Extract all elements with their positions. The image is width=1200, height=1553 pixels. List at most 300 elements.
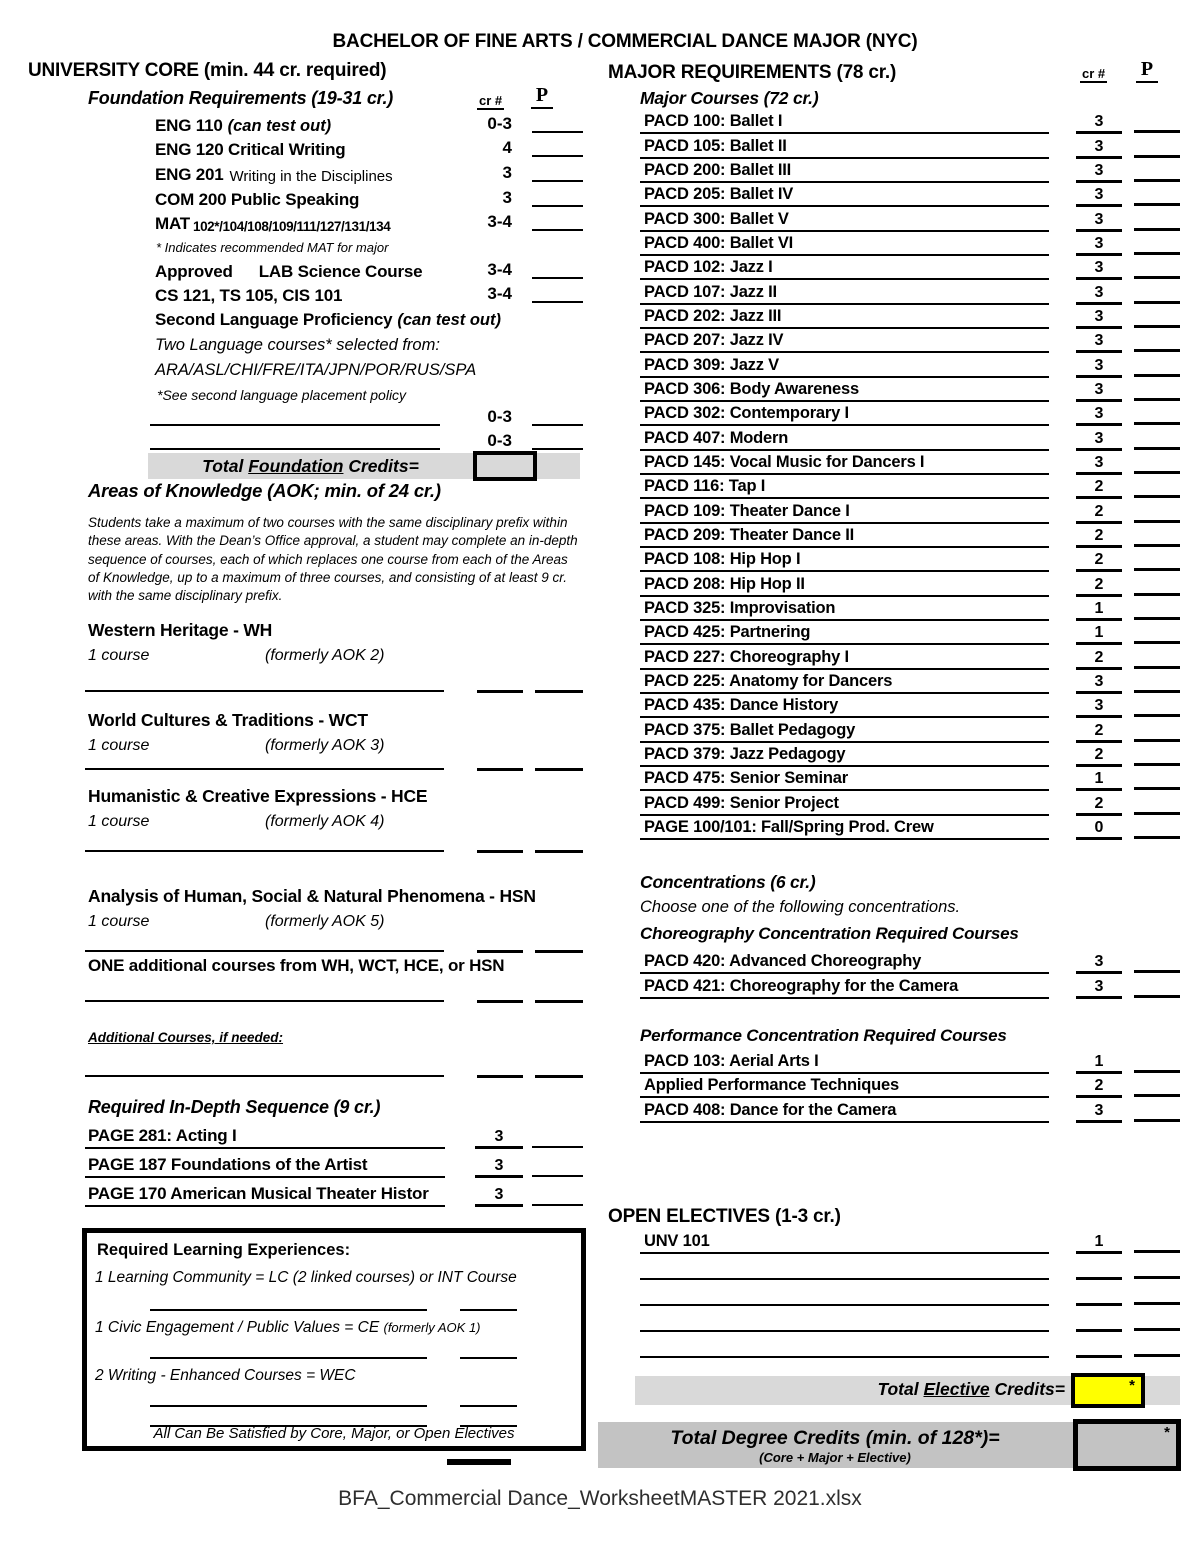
p-writein-line[interactable] (1134, 583, 1180, 596)
p-writein-line[interactable] (532, 438, 583, 450)
course-row (608, 1308, 1185, 1334)
course-name: PAGE 281: Acting I (85, 1126, 445, 1149)
credit-value: 1 (1076, 600, 1122, 621)
course-name: MAT (155, 214, 190, 233)
p-writein-line[interactable] (460, 1355, 517, 1359)
credit-value: 2 (1076, 1077, 1122, 1098)
course-note: Writing in the Disciplines (229, 168, 393, 185)
p-writein-line[interactable] (532, 121, 583, 133)
credit-value: 3-4 (487, 212, 512, 231)
course-writein-line[interactable] (150, 446, 440, 450)
course-name: PAGE 187 Foundations of the Artist (85, 1155, 445, 1178)
choreography-course-rows (608, 950, 1185, 1001)
p-writein-line[interactable] (1134, 485, 1180, 498)
course-name: PACD 105: Ballet II (640, 137, 1049, 159)
course-name: PACD 209: Theater Dance II (640, 526, 1049, 548)
p-writein-line[interactable] (460, 1403, 517, 1407)
course-row (25, 1151, 590, 1180)
p-writein-line[interactable] (1134, 412, 1180, 425)
course-writein-line[interactable] (150, 1307, 427, 1311)
credit-writein-line[interactable] (477, 766, 523, 771)
aok-title: Western Heritage - WH (88, 620, 273, 640)
course-name: PACD 103: Aerial Arts I (640, 1052, 1049, 1074)
rle-heading: Required Learning Experiences: (97, 1241, 351, 1259)
p-writein-line[interactable] (535, 688, 583, 693)
concentrations-intro: Choose one of the following concentrations. (640, 898, 961, 916)
course-row (25, 185, 590, 210)
credit-value: 3 (1076, 138, 1122, 159)
p-writein-line[interactable] (1134, 656, 1180, 669)
course-row (608, 380, 1185, 404)
course-row (25, 136, 590, 160)
p-column-header-right: P (1136, 58, 1158, 83)
credit-value: 3 (1076, 430, 1122, 451)
p-writein-line[interactable] (535, 998, 583, 1003)
p-writein-line[interactable] (532, 219, 583, 231)
course-name: PACD 408: Dance for the Camera (640, 1101, 1049, 1123)
course-name: PACD 102: Jazz I (640, 258, 1049, 280)
course-row (25, 1122, 590, 1151)
cr-column-header-right: cr # (1082, 66, 1106, 81)
course-name: PACD 107: Jazz II (640, 283, 1049, 305)
p-writein-line[interactable] (1134, 704, 1180, 717)
course-row (608, 574, 1185, 598)
credit-writein-line[interactable] (1076, 1355, 1122, 1358)
course-name: PACD 108: Hip Hop I (640, 550, 1049, 572)
p-writein-line[interactable] (1134, 461, 1180, 474)
rle-item-note: (formerly AOK 1) (383, 1320, 481, 1335)
course-row (608, 477, 1185, 501)
note-row (25, 234, 590, 255)
elective-rows (608, 1230, 1185, 1360)
p-column-header-left: P (531, 84, 553, 109)
course-row (608, 647, 1185, 671)
course-name: PACD 475: Senior Seminar (640, 769, 1049, 791)
course-name: PACD 145: Vocal Music for Dancers I (640, 453, 1049, 475)
course-writein-line[interactable]: UNV 101 (640, 1232, 1049, 1254)
course-writein-line[interactable] (85, 948, 444, 952)
credit-writein-line[interactable] (477, 998, 523, 1003)
aok-meta: 1 course (formerly AOK 2) (88, 647, 385, 664)
p-writein-line[interactable] (1134, 145, 1180, 158)
performance-course-rows (608, 1051, 1185, 1125)
course-row (608, 1256, 1185, 1282)
p-writein-line[interactable] (1134, 985, 1180, 998)
course-row (25, 1180, 590, 1209)
course-row (608, 976, 1185, 1002)
course-name: PACD 116: Tap I (640, 477, 1049, 499)
p-writein-line[interactable] (1134, 388, 1180, 401)
course-name: PACD 407: Modern (640, 429, 1049, 451)
course-name: PACD 207: Jazz IV (640, 331, 1049, 353)
course-name: PACD 420: Advanced Choreography (640, 952, 1049, 974)
language-instruction: Two Language courses* selected from: (155, 336, 440, 354)
course-name: PACD 100: Ballet I (640, 112, 1049, 134)
course-row (608, 404, 1185, 428)
credit-value: 1 (1076, 1053, 1122, 1074)
course-name: PACD 302: Contemporary I (640, 404, 1049, 426)
note-row (25, 330, 590, 355)
total-elective-value-box[interactable]: * (1071, 1373, 1145, 1408)
p-writein-line[interactable] (1134, 1109, 1180, 1122)
p-writein-line[interactable] (1134, 1084, 1180, 1097)
p-writein-line[interactable] (532, 1194, 583, 1206)
course-writein-line[interactable] (150, 1355, 427, 1359)
credit-value: 0-3 (487, 407, 512, 426)
course-row (608, 1076, 1185, 1101)
course-name: Second Language Proficiency (155, 310, 393, 329)
p-writein-line[interactable] (532, 1136, 583, 1148)
total-degree-value-box[interactable]: * (1073, 1419, 1181, 1471)
p-writein-line[interactable] (1134, 1060, 1180, 1073)
credit-value: 3 (475, 1157, 523, 1178)
course-name: PACD 425: Partnering (640, 623, 1049, 645)
aok-block-wh (25, 620, 590, 710)
total-foundation-row (148, 453, 580, 479)
p-writein-line[interactable] (1134, 631, 1180, 644)
course-name: Approved (155, 262, 233, 281)
aok-heading: Areas of Knowledge (AOK; min. of 24 cr.) (88, 480, 441, 501)
p-writein-line[interactable] (1134, 510, 1180, 523)
aok-meta: 1 course (formerly AOK 5) (88, 913, 385, 930)
credit-writein-line[interactable] (477, 1073, 523, 1078)
credit-value: 3 (1076, 308, 1122, 329)
credit-value: 3 (502, 163, 512, 182)
course-number-options: 102*/104/108/109/111/127/131/134 (192, 219, 391, 234)
aok-title: Analysis of Human, Social & Natural Phenomena - HSN (88, 886, 536, 906)
p-writein-line[interactable] (1134, 339, 1180, 352)
course-name: PACD 375: Ballet Pedagogy (640, 721, 1049, 743)
course-row (25, 403, 590, 429)
p-writein-line[interactable] (535, 848, 583, 853)
course-row (608, 1334, 1185, 1360)
p-writein-line[interactable] (535, 766, 583, 771)
course-note: (can test out) (397, 311, 501, 329)
p-writein-line[interactable] (1134, 1292, 1180, 1305)
credit-value: 3 (475, 1128, 523, 1149)
credit-value: 3 (1076, 186, 1122, 207)
course-row (608, 818, 1185, 842)
footnote-text: * Indicates recommended MAT for major (156, 240, 389, 255)
course-name: PACD 300: Ballet V (640, 210, 1049, 232)
course-writein-line[interactable] (85, 688, 444, 692)
page-title: BACHELOR OF FINE ARTS / COMMERCIAL DANCE MAJOR (NYC) (332, 31, 918, 52)
writein-row (25, 1073, 590, 1076)
p-writein-line[interactable] (1134, 558, 1180, 571)
p-writein-line[interactable] (1134, 1344, 1180, 1357)
foundation-rows (25, 112, 590, 453)
p-writein-line[interactable] (1134, 169, 1180, 182)
course-writein-line[interactable] (640, 1277, 1049, 1280)
p-writein-line[interactable] (1134, 802, 1180, 815)
credit-value: 3 (1076, 259, 1122, 280)
credit-value: 2 (1076, 527, 1122, 548)
credit-value: 3 (1076, 284, 1122, 305)
course-row (25, 255, 590, 282)
p-writein-line[interactable] (1134, 1266, 1180, 1279)
course-row (608, 769, 1185, 793)
course-name: PACD 435: Dance History (640, 696, 1049, 718)
course-row (608, 234, 1185, 258)
p-writein-line[interactable] (532, 414, 583, 426)
course-name: PACD 109: Theater Dance I (640, 502, 1049, 524)
course-row (608, 258, 1185, 282)
credit-value: 3 (1076, 332, 1122, 353)
course-writein-line[interactable] (640, 1329, 1049, 1332)
p-writein-line[interactable] (1134, 960, 1180, 973)
course-writein-line[interactable] (150, 422, 440, 426)
total-foundation-label: Total Foundation Credits= (202, 456, 419, 476)
p-writein-line[interactable] (1134, 729, 1180, 742)
rle-item: 2 Writing - Enhanced Courses = WEC (95, 1367, 356, 1384)
rle-item: 1 Civic Engagement / Public Values = CE (formerly AOK 1) (95, 1319, 481, 1336)
course-writein-line[interactable] (85, 998, 444, 1002)
course-row (608, 672, 1185, 696)
divider-line (447, 1459, 511, 1465)
course-row (25, 282, 590, 306)
course-writein-line[interactable] (150, 1403, 427, 1407)
placement-policy-note: *See second language placement policy (157, 387, 407, 403)
p-writein-line[interactable] (1134, 437, 1180, 450)
course-writein-line[interactable] (640, 1303, 1049, 1306)
credit-value: 3 (1076, 978, 1122, 999)
rle-footer: All Can Be Satisfied by Core, Major, or Open Electives (153, 1425, 515, 1442)
p-writein-line[interactable] (1134, 1318, 1180, 1331)
p-writein-line[interactable] (460, 1307, 517, 1311)
course-row (608, 355, 1185, 379)
credit-value: 3 (1076, 162, 1122, 183)
course-row (608, 550, 1185, 574)
aok-meta: 1 course (formerly AOK 3) (88, 737, 385, 754)
course-row (608, 428, 1185, 452)
course-row (608, 453, 1185, 477)
credit-value: 2 (1076, 795, 1122, 816)
credit-value: 2 (1076, 503, 1122, 524)
writein-row (87, 1355, 581, 1357)
note-row (25, 380, 590, 403)
credit-value: 3 (1076, 211, 1122, 232)
p-writein-line[interactable] (532, 195, 583, 207)
aok-block-wct (25, 710, 590, 786)
course-row (608, 623, 1185, 647)
credit-writein-line[interactable] (1076, 1277, 1122, 1280)
indepth-rows (25, 1122, 590, 1209)
course-name: PACD 227: Choreography I (640, 648, 1049, 670)
credit-value: 3-4 (487, 260, 512, 279)
course-writein-line[interactable] (85, 1073, 444, 1077)
credit-value: 3 (1076, 405, 1122, 426)
university-core-heading: UNIVERSITY CORE (min. 44 cr. required) (28, 60, 387, 81)
credit-value: 0-3 (487, 114, 512, 133)
course-row (25, 210, 590, 234)
course-row (25, 160, 590, 185)
course-name: PAGE 170 American Musical Theater Histor (85, 1184, 445, 1207)
course-name: CS 121, TS 105, CIS 101 (155, 286, 343, 305)
course-row (608, 696, 1185, 720)
foundation-heading: Foundation Requirements (19-31 cr.) (88, 88, 394, 108)
course-row (608, 136, 1185, 160)
p-writein-line[interactable] (1134, 777, 1180, 790)
p-writein-line[interactable] (1134, 364, 1180, 377)
course-row (608, 1282, 1185, 1308)
course-row (25, 112, 590, 136)
course-name: PACD 400: Ballet VI (640, 234, 1049, 256)
credit-value: 4 (502, 138, 512, 157)
writein-row (87, 1403, 581, 1405)
course-row (608, 720, 1185, 744)
course-name: PACD 309: Jazz V (640, 356, 1049, 378)
course-row (608, 526, 1185, 550)
writein-row (87, 1307, 581, 1309)
course-row (608, 599, 1185, 623)
concentrations-heading: Concentrations (6 cr.) (640, 872, 816, 892)
credit-writein-line[interactable] (1076, 1329, 1122, 1332)
course-name: PACD 499: Senior Project (640, 794, 1049, 816)
p-writein-line[interactable] (1134, 607, 1180, 620)
credit-writein-line[interactable] (477, 848, 523, 853)
course-name: ENG 201 (155, 165, 224, 184)
course-name: PACD 306: Body Awareness (640, 380, 1049, 402)
major-requirements-heading: MAJOR REQUIREMENTS (78 cr.) (608, 62, 897, 83)
p-writein-line[interactable] (1134, 753, 1180, 766)
p-writein-line[interactable] (535, 948, 583, 953)
filename-footer: BFA_Commercial Dance_WorksheetMASTER 2021.xlsx (338, 1487, 862, 1510)
p-writein-line[interactable] (1134, 120, 1180, 133)
aok-block-hce (25, 786, 590, 886)
credit-value: 3 (1076, 357, 1122, 378)
credit-value: 2 (1076, 649, 1122, 670)
course-row (608, 112, 1185, 136)
credit-value: 1 (1076, 624, 1122, 645)
credit-value: 3 (475, 1186, 523, 1207)
total-degree-label: Total Degree Credits (min. of 128*)= (Core + Major + Elective) (598, 1427, 1072, 1465)
credit-value: 3 (1076, 1102, 1122, 1123)
credit-value: 2 (1076, 746, 1122, 767)
course-name: Applied Performance Techniques (640, 1076, 1049, 1098)
credit-value: 3 (1076, 673, 1122, 694)
credit-value: 3 (1076, 381, 1122, 402)
indepth-heading: Required In-Depth Sequence (9 cr.) (88, 1097, 381, 1117)
credit-writein-line[interactable] (477, 948, 523, 953)
course-name: PACD 205: Ballet IV (640, 185, 1049, 207)
course-name: PACD 202: Jazz III (640, 307, 1049, 329)
course-writein-line[interactable] (640, 1355, 1049, 1358)
credit-value: 3 (1076, 235, 1122, 256)
choreography-concentration-heading: Choreography Concentration Required Courses (640, 924, 1019, 943)
course-name: PACD 379: Jazz Pedagogy (640, 745, 1049, 767)
course-row (608, 1051, 1185, 1076)
p-writein-line[interactable] (1134, 680, 1180, 693)
credit-value: 3 (1076, 953, 1122, 974)
p-writein-line[interactable] (1134, 315, 1180, 328)
course-name: PACD 200: Ballet III (640, 161, 1049, 183)
p-writein-line[interactable] (532, 170, 583, 182)
course-row (608, 161, 1185, 185)
course-name-continued: LAB Science Course (258, 262, 423, 281)
p-writein-line[interactable] (1134, 242, 1180, 255)
p-writein-line[interactable] (1134, 534, 1180, 547)
credit-value: 3-4 (487, 284, 512, 303)
p-writein-line[interactable] (1134, 218, 1180, 231)
course-row (608, 282, 1185, 306)
credit-value: 3 (1076, 454, 1122, 475)
course-writein-line[interactable] (85, 766, 444, 770)
credit-value: 3 (1076, 697, 1122, 718)
course-row (608, 1100, 1185, 1125)
course-row (608, 793, 1185, 817)
course-row (608, 307, 1185, 331)
credit-writein-line[interactable] (477, 688, 523, 693)
p-writein-line[interactable] (1134, 1240, 1180, 1253)
open-electives-heading: OPEN ELECTIVES (1-3 cr.) (608, 1206, 841, 1227)
total-elective-label: Total Elective Credits= (877, 1379, 1065, 1399)
p-writein-line[interactable] (535, 1073, 583, 1078)
credit-writein-line[interactable] (1076, 1303, 1122, 1306)
rle-item: 1 Learning Community = LC (2 linked courses) or INT Course (95, 1269, 517, 1286)
course-row (608, 331, 1185, 355)
course-name: PACD 421: Choreography for the Camera (640, 977, 1049, 999)
course-row (25, 429, 590, 453)
aok-paragraph: Students take a maximum of two courses with the same disciplinary prefix within these areas. With the Dean’s Office approval, a student may complete an in-depth sequence of courses, each of which replaces one course from each of the Areas of Knowledge, up to a maximum of three courses, and consisting of at least 9 cr. with the same disciplinary prefix. (88, 515, 578, 604)
course-writein-line[interactable] (85, 848, 444, 852)
aok-meta: 1 course (formerly AOK 4) (88, 813, 385, 830)
cr-column-header-left: cr # (479, 93, 503, 108)
course-row (608, 950, 1185, 976)
additional-courses-label: Additional Courses, if needed: (88, 1030, 284, 1045)
course-name: ENG 110 (155, 116, 223, 135)
credit-value: 2 (1076, 478, 1122, 499)
course-row (608, 745, 1185, 769)
major-courses-subtitle: Major Courses (72 cr.) (640, 88, 819, 108)
credit-value: 2 (1076, 722, 1122, 743)
course-name: PAGE 100/101: Fall/Spring Prod. Crew (640, 818, 1049, 840)
course-row (608, 501, 1185, 525)
p-writein-line[interactable] (1134, 193, 1180, 206)
course-name: PACD 325: Improvisation (640, 599, 1049, 621)
aok-block-hsn (25, 886, 590, 965)
credit-value: 2 (1076, 576, 1122, 597)
p-writein-line[interactable] (532, 1165, 583, 1177)
major-course-rows (608, 112, 1185, 842)
p-writein-line[interactable] (532, 267, 583, 279)
p-writein-line[interactable] (1134, 266, 1180, 279)
credit-value: 3 (1076, 113, 1122, 134)
credit-value: 2 (1076, 551, 1122, 572)
aok-title: Humanistic & Creative Expressions - HCE (88, 786, 428, 806)
aok-title: World Cultures & Traditions - WCT (88, 710, 368, 730)
course-name: PACD 225: Anatomy for Dancers (640, 672, 1049, 694)
required-learning-experiences-box (82, 1228, 586, 1451)
p-writein-line[interactable] (1134, 291, 1180, 304)
total-foundation-value-box[interactable] (473, 451, 537, 481)
p-writein-line[interactable] (532, 145, 583, 157)
language-options: ARA/ASL/CHI/FRE/ITA/JPN/POR/RUS/SPA (155, 361, 477, 379)
course-row (608, 185, 1185, 209)
performance-concentration-heading: Performance Concentration Required Courses (640, 1026, 1007, 1045)
course-name: PACD 208: Hip Hop II (640, 575, 1049, 597)
course-name: COM 200 Public Speaking (155, 190, 360, 209)
note-row (25, 355, 590, 380)
credit-writein-line[interactable]: 1 (1076, 1233, 1122, 1254)
p-writein-line[interactable] (1134, 826, 1180, 839)
course-row (608, 1230, 1185, 1256)
course-note: (can test out) (227, 117, 332, 135)
p-writein-line[interactable] (532, 291, 583, 303)
credit-value: 0 (1076, 819, 1122, 840)
one-additional-heading: ONE additional courses from WH, WCT, HCE, or HSN (88, 956, 505, 975)
credit-value: 1 (1076, 770, 1122, 791)
course-row (25, 306, 590, 330)
